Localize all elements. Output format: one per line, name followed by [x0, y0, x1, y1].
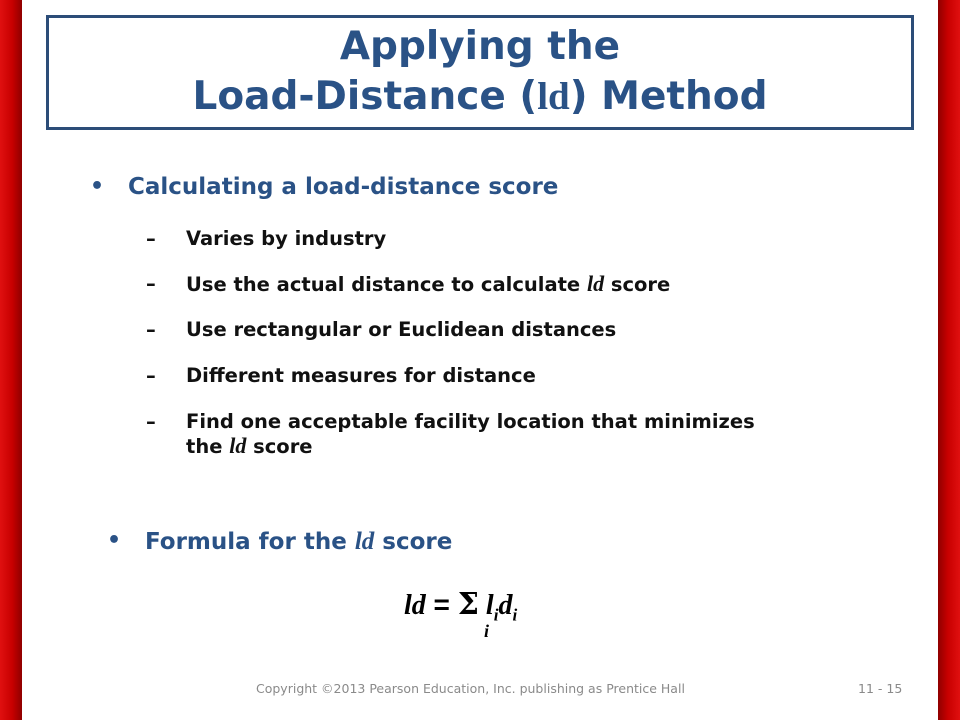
dash-icon: –	[146, 272, 156, 295]
subitem-actual-distance	[146, 271, 671, 297]
bullet-calculating-score	[90, 174, 559, 200]
subitem-text: Use the actual distance to calculate	[186, 273, 587, 296]
ld-term: ld	[586, 271, 605, 296]
dash-icon: –	[146, 227, 156, 250]
bullet-dot-icon: •	[90, 174, 105, 199]
subitem-text-end: score	[246, 435, 313, 458]
formula-equals: =	[425, 589, 458, 620]
formula-l: l	[485, 590, 494, 621]
left-red-band	[0, 0, 22, 720]
formula-d: d	[498, 590, 513, 621]
subitem-find-location	[146, 410, 755, 459]
title-line-2-end: ) Method	[569, 74, 768, 119]
sigma-index: i	[484, 621, 490, 641]
subitem-text: Different measures for distance	[186, 364, 536, 387]
subitem-text: Use rectangular or Euclidean distances	[186, 318, 617, 341]
title-line-2-start: Load-Distance (	[192, 74, 538, 119]
subitem-varies	[146, 227, 387, 251]
bullet-dot-icon: •	[107, 528, 122, 553]
subitem-text: Find one acceptable facility location that minimizes	[186, 410, 755, 433]
ld-term: ld	[229, 433, 247, 458]
sigma-symbol: Σ	[457, 587, 479, 622]
dash-icon: –	[146, 318, 156, 341]
ld-term: ld	[354, 528, 375, 555]
ld-formula	[404, 587, 517, 626]
footer-copyright: Copyright ©2013 Pearson Education, Inc. publishing as Prentice Hall	[256, 681, 685, 696]
right-red-band	[938, 0, 960, 720]
subitem-rectangular	[146, 318, 617, 342]
bullet-text-end: score	[374, 529, 453, 555]
subitem-different-measures	[146, 364, 536, 388]
title-line-1: Applying the	[339, 24, 621, 69]
formula-d-subscript: i	[512, 605, 518, 625]
subitem-text-end: score	[604, 273, 671, 296]
formula-l-subscript: i	[493, 605, 499, 625]
subitem-text: Varies by industry	[186, 227, 387, 250]
dash-icon: –	[146, 410, 156, 433]
title-line-2	[49, 72, 911, 122]
bullet-text: Calculating a load-distance score	[128, 174, 559, 200]
slide-number: 11 - 15	[858, 681, 903, 696]
bullet-text: Formula for the	[145, 529, 355, 555]
bullet-formula	[107, 528, 453, 556]
subitem-text-line2: the	[186, 435, 230, 458]
formula-lhs: ld	[404, 590, 426, 621]
dash-icon: –	[146, 364, 156, 387]
title-ld-term: ld	[537, 75, 570, 118]
slide-title	[46, 15, 914, 130]
